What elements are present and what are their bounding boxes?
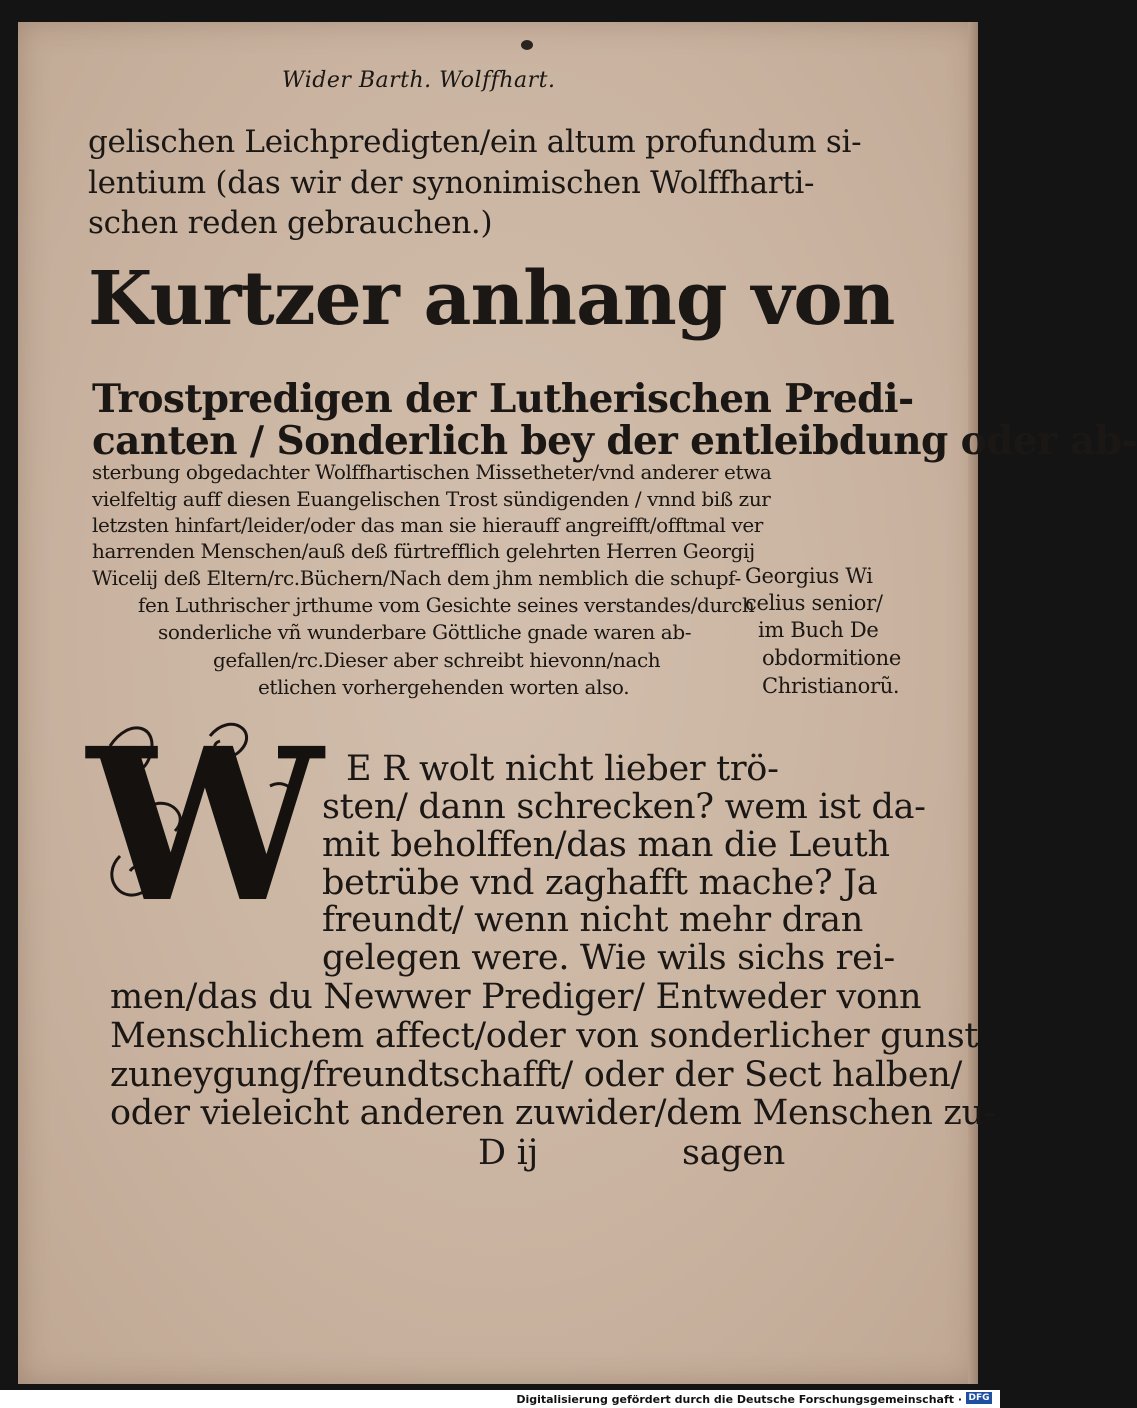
section-subtitle-line: canten / Sonderlich bey der entleibdung oder ab- [92, 418, 1137, 464]
decorated-initial [87, 701, 323, 949]
summary-line: fen Luthrischer jrthume vom Gesichte seines verstandes/durch [138, 593, 755, 617]
intro-line: lentium (das wir der synonimischen Wolffharti- [88, 165, 815, 201]
drop-initial-letter: W [87, 701, 323, 949]
margin-note-line: Georgius Wi [745, 564, 873, 588]
section-title: Kurtzer anhang von [88, 256, 895, 342]
main-text-line: freundt/ wenn nicht mehr dran [322, 900, 863, 940]
summary-line: sonderliche vñ wunderbare Göttliche gnade waren ab- [158, 620, 692, 644]
main-text-line: zuneygung/freundtschafft/ oder der Sect halben/ [110, 1055, 962, 1095]
page-edge [968, 22, 978, 1384]
running-head: Wider Barth. Wolffhart. [282, 68, 556, 93]
main-text-line: betrübe vnd zaghafft mache? Ja [322, 863, 878, 903]
section-subtitle-line: Trostpredigen der Lutherischen Predi- [92, 376, 914, 422]
margin-note-line: Christianorũ. [762, 674, 900, 698]
summary-line: vielfeltig auff diesen Euangelischen Trost sündigenden / vnnd biß zur [92, 487, 771, 511]
main-text-line: mit beholffen/das man die Leuth [322, 825, 890, 865]
main-text-line: E R wolt nicht lieber trö- [346, 749, 779, 789]
dfg-logo[interactable]: DFG [966, 1392, 992, 1404]
main-text-line: gelegen were. Wie wils sichs rei- [322, 938, 895, 978]
ink-dot [521, 40, 533, 50]
footer-credit: Digitalisierung gefördert durch die Deutsche Forschungsgemeinschaft · [516, 1393, 962, 1406]
main-text-line: oder vieleicht anderen zuwider/dem Menschen zu- [110, 1093, 996, 1133]
main-text-line: Menschlichem affect/oder von sonderlicher gunst [110, 1016, 979, 1056]
intro-line: gelischen Leichpredigten/ein altum profundum si- [88, 124, 862, 160]
summary-line: letzsten hinfart/leider/oder das man sie hierauff angreifft/offtmal ver [92, 513, 763, 537]
signature-mark: D ij [478, 1133, 539, 1173]
summary-line: harrenden Menschen/auß deß fürtrefflich gelehrten Herren Georgij [92, 539, 755, 563]
main-text-line: sten/ dann schrecken? wem ist da- [322, 787, 926, 827]
summary-line: sterbung obgedachter Wolffhartischen Missetheter/vnd anderer etwa [92, 460, 772, 484]
summary-line: gefallen/rc.Dieser aber schreibt hievonn/nach [213, 648, 661, 672]
catchword: sagen [682, 1133, 785, 1173]
margin-note-line: obdormitione [762, 646, 901, 670]
summary-line: Wicelij deß Eltern/rc.Büchern/Nach dem jhm nemblich die schupf- [92, 566, 741, 590]
margin-note-line: im Buch De [758, 618, 879, 642]
summary-line: etlichen vorhergehenden worten also. [258, 675, 630, 699]
margin-note-line: celius senior/ [745, 591, 883, 615]
intro-line: schen reden gebrauchen.) [88, 205, 493, 241]
main-text-line: men/das du Newwer Prediger/ Entweder vonn [110, 977, 922, 1017]
